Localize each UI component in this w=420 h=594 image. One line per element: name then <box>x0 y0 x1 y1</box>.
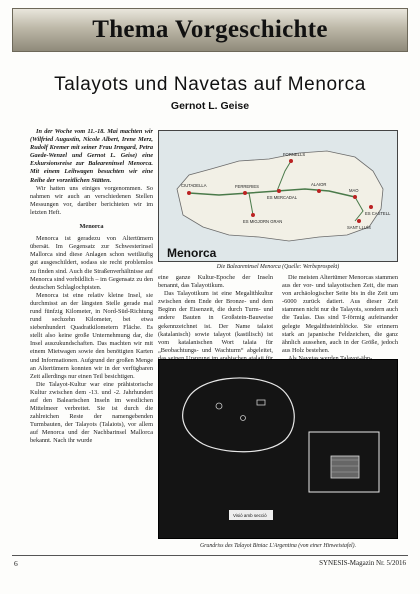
map-place-label: ES MERCADAL <box>267 195 298 200</box>
map-caption: Die Baleareninsel Menorca (Quelle: Werbeprospekt) <box>216 264 340 270</box>
right-column <box>282 274 398 363</box>
menorca-map-svg <box>159 131 398 262</box>
section-header <box>12 8 408 52</box>
map-label: Menorca <box>167 246 217 260</box>
middle-column <box>158 274 273 371</box>
floorplan-caption: Grundriss des Talayot Biniac L'Argentina (von einer Hinweistafel). <box>199 543 357 549</box>
talayot-floorplan-image <box>158 359 398 539</box>
body-paragraph: Die meisten Altertümer Menorcas stammen aus der vor- und talayotischen Zeit, die man von archäologischer Seite bis in die Zeit um -6000 zurück datiert. Aus dieser Zeit stammen nicht nur die Talayots, sondern auch die Taulas. Das sind T-förmig aufeinander gelegte Megalithsteinblöcke. Sie erinnern stark an japanische Feldzeichen, die ganz ähnlich aussehen, auch in der Größe, jedoch aus Holz bestehen. <box>282 274 398 354</box>
body-paragraph: Wir hatten uns einiges vorgenommen. So nahmen wir auch an verschiedenen Stellen Messungen vor, darüber berichteten wir im letzten Heft. <box>30 184 153 216</box>
subheading-menorca: Menorca <box>79 223 104 231</box>
intro-paragraph: In der Woche vom 11.-18. Mai machten wir (Wilfried Augustin, Nicole Albert, Irene Merz, Rudolf Kremer mit seiner Frau Irmgard, Petra Gaede-Wenzel und Gernot L. Geise) eine Exkursionsreise zur Baleareninsel Menorca. Mit einem Leihwagen besuchten wir eine Reihe der vorzeitlichen Stätten. <box>30 128 153 184</box>
magazine-info: SYNESIS-Magazin Nr. 5/2016 <box>319 559 406 567</box>
body-paragraph: Die Talayot-Kultur war eine prähistorische Kultur zwischen dem -13. und -2. Jahrhundert auf den Balearischen Inseln im westlichen Mittelmeer verbreitet. Sie ist durch die zahlreichen Reste der namengebenden Turmbauten, der Talayots (Talaiots), vor allem auf Menorca und der Nachbarinsel Mallorca bekannt. Nach ihr wurde <box>30 380 153 445</box>
menorca-map-image <box>158 130 398 262</box>
body-paragraph: eine ganze Kultur-Epoche der Inseln benannt, das Talayotikum. <box>158 274 273 290</box>
floorplan-svg <box>159 360 398 539</box>
article-title: Talayots und Navetas auf Menorca <box>54 74 366 95</box>
body-paragraph: Menorca ist geradezu von Altertümern übersät. Im Gegensatz zur Schwesterinsel Mallorca sind diese Anlagen schon weitläufig gut ausgeschildert, sodass sie recht problemlos zu finden sind. Auch die Straßenverhältnisse auf Menorca sind vorbildlich – im Gegensatz zu den deutschen Schlaglochpisten. <box>30 235 153 291</box>
footer-rule <box>12 555 408 556</box>
map-place-label: ES MIGJORN GRAN <box>243 219 283 224</box>
left-column <box>30 128 153 446</box>
body-paragraph: Das Talayotikum ist eine Megalithkultur zwischen dem Ende der Bronze- und dem Beginn der Eisenzeit, die durch Turm- und andere Bauten in Großstein-Bauweise gekennzeichnet ist. Der Name talaiot (katalanisch) sowie talayot (kastilisch) ist vom katalanischen Wort talaia für „Beobachtungs- und Wachturm“ abgeleitet, <box>158 290 273 354</box>
section-title: Thema Vorgeschichte <box>92 16 328 43</box>
map-place-label: FORNELLS <box>283 152 306 157</box>
article-author: Gernot L. Geise <box>170 100 250 112</box>
map-place-label: FERRERIES <box>235 184 259 189</box>
page-number: 6 <box>14 559 18 568</box>
map-place-label: MAO <box>349 188 359 193</box>
map-place-label: CIUTADELLA <box>181 183 207 188</box>
map-place-label: SANT LLUÍS <box>347 225 371 230</box>
plan-legend-text: Visió amb secció <box>233 513 267 518</box>
map-place-label: ALAIOR <box>311 182 327 187</box>
body-paragraph: Menorca ist eine relativ kleine Insel, sie durchmisst an der längsten Stelle gerade mal rund fünfzig Kilometer, in Nord-Süd-Richtung rund sechzehn Kilometer, bei etwa siebenhundert Quadratkilometern Fläche. Es stellt also keine große Unternehmung dar, die Insel auszukundschaften. Das machten wir mit einem Mietwagen sowie den benötigten Karten und Informationen. Aufgrund der großen Menge an Altertümern konnten wir in der verfügbaren Zeit allerdings nur einen Teil besichtigen. <box>30 291 153 380</box>
map-place-label: ES CASTELL <box>365 211 391 216</box>
